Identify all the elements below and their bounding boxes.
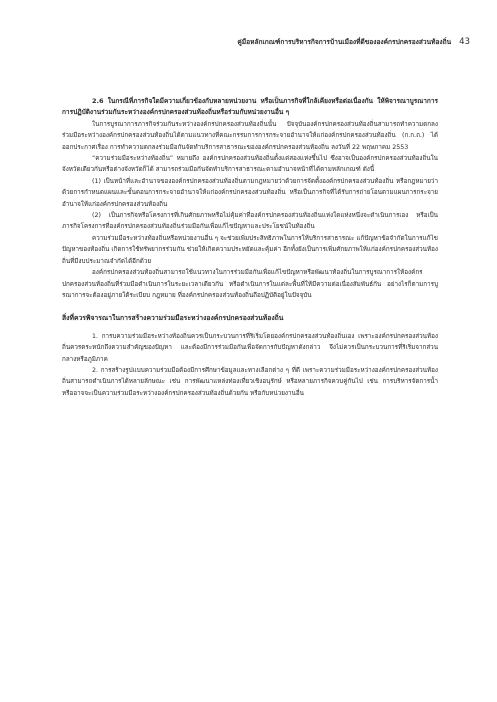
list-item: (1) เป็นหน้าที่และอำนาจขององค์กรปกครองส่วนท้องถิ่นตามกฎหมายว่าด้วยการจัดตั้งองค์กรปกครองส่วนท้องถิ่น หรือกฎหมายว่าด้วยการกำหนดแผนและขั้นตอนการกระจายอำนาจให้แก่องค์กรปกครองส่วนท้องถิ่น หรือเป็นภารกิจที่ได้รับการถ่ายโอนตามแผนการกระจายอำนาจให้แก่องค์กรปกครองส่วนท้องถิ่น — [62, 177, 438, 208]
body-paragraph: ในการบูรณาการภารกิจร่วมกันระหว่างองค์กรปกครองส่วนท้องถิ่นนั้น ปัจจุบันองค์กรปกครองส่วนท้องถิ่นสามารถทำความตกลงร่วมมือระหว่างองค์กรปกครองส่วนท้องถิ่นได้ตามแนวทางที่คณะกรรมการการกระจายอำนาจให้แก่องค์กรปกครองส่วนท้องถิ่น (ก.ก.ถ.) ได้ออกประกาศเรื่อง การทำความตกลงร่วมมือกันจัดทำบริการสาธารณะขององค์กรปกครองส่วนท้องถิ่น ลงวันที่ 22 พฤษภาคม 2553 — [62, 120, 438, 151]
section-title: สิ่งที่ควรพิจารณาในการสร้างความร่วมมือระหว่างองค์กรปกครองส่วนท้องถิ่น — [62, 314, 284, 323]
body-paragraph: องค์กรปกครองส่วนท้องถิ่นสามารถใช้แนวทางในการร่วมมือกันเพื่อแก้ไขปัญหาหรือพัฒนาท้องถิ่นในการบูรณาการให้องค์กรปกครองส่วนท้องถิ่นที่ร่วมมือดำเนินการในระยะเวลาเดียวกัน หรือดำเนินการในแต่ละพื้นที่ให้มีความต่อเนื่องสัมพันธ์กัน อย่างไรก็ตามการบูรณาการจะต้องอยู่ภายใต้ระเบียบ กฎหมาย ที่องค์กรปกครองส่วนท้องถิ่นถือปฏิบัติอยู่ในปัจจุบัน — [62, 269, 438, 299]
page-number: 43 — [459, 37, 470, 47]
running-header — [237, 36, 470, 47]
numbered-point: 2. การสร้างรูปแบบความร่วมมือต้องมีการศึกษาข้อมูลและทางเลือกต่าง ๆ ที่ดี เพราะความร่วมมือระหว่างองค์กรปกครองส่วนท้องถิ่นสามารถดำเนินการได้หลายลักษณะ เช่น การพัฒนาแหล่งท่องเที่ยวเชิงอนุรักษ์ หรือหลายภารกิจควบคู่กันไป เช่น การบริหารจัดการน้ำ หรืออาจจะเป็นความร่วมมือระหว่างองค์กรปกครองส่วนท้องถิ่นด้วยกัน หรือกับหน่วยงานอื่น — [62, 366, 438, 397]
list-item: (2) เป็นภารกิจหรือโครงการที่เกินศักยภาพหรือไม่คุ้มค่าที่องค์กรปกครองส่วนท้องถิ่นแห่งใดแห่งหนึ่งจะดำเนินการเอง หรือเป็นภารกิจโครงการที่องค์กรปกครองส่วนท้องถิ่นร่วมมือกันเพื่อแก้ไขปัญหาและประโยชน์ในท้องถิ่น — [62, 212, 438, 231]
subsection-heading: 2.6 ในกรณีที่ภารกิจใดมีความเกี่ยวข้องกับหลายหน่วยงาน หรือเป็นภารกิจที่ใกล้เคียงหรือต่อเนื่องกัน ให้พิจารณาบูรณาการการปฏิบัติงานร่วมกันระหว่างองค์กรปกครองส่วนท้องถิ่นหรือร่วมกับหน่วยงานอื่น ๆ — [62, 97, 438, 117]
page-body — [62, 96, 438, 399]
body-paragraph: “ความร่วมมือระหว่างท้องถิ่น” หมายถึง องค์กรปกครองส่วนท้องถิ่นตั้งแต่สองแห่งขึ้นไป ซึ่งอาจเป็นองค์กรปกครองส่วนท้องถิ่นในจังหวัดเดียวกันหรือต่างจังหวัดก็ได้ สามารถร่วมมือกันจัดทำบริการสาธารณะตามอำนาจหน้าที่ได้ตามหลักเกณฑ์ ดังนี้ — [62, 155, 438, 174]
numbered-point: 1. การบความร่วมมือระหว่างท้องถิ่นควรเป็นกระบวนการที่ริเริ่มโดยองค์กรปกครองส่วนท้องถิ่นเอง เพราะองค์กรปกครองส่วนท้องถิ่นควรตระหนักถึงความสำคัญของปัญหา และต้องมีการร่วมมือกันเพื่อจัดการกับปัญหาดังกล่าว จึงไม่ควรเป็นกระบวนการที่ริเริ่มจากส่วนกลางหรือภูมิภาค — [62, 332, 438, 363]
header-title: คู่มือหลักเกณฑ์การบริหารกิจการบ้านเมืองที่ดีขององค์กรปกครองส่วนท้องถิ่น — [237, 38, 452, 46]
body-paragraph: ความร่วมมือระหว่างท้องถิ่นหรือหน่วยงานอื่น ๆ จะช่วยเพิ่มประสิทธิภาพในการให้บริการสาธารณะ แก้ปัญหาข้อจำกัดในการแก้ไขปัญหาของท้องถิ่น เกิดการใช้ทรัพยากรร่วมกัน ช่วยให้เกิดความประหยัดและคุ้มค่า อีกทั้งยังเป็นการเพิ่มศักยภาพให้แก่องค์กรปกครองส่วนท้องถิ่นที่มีงบประมาณจำกัดได้อีกด้วย — [62, 234, 438, 265]
